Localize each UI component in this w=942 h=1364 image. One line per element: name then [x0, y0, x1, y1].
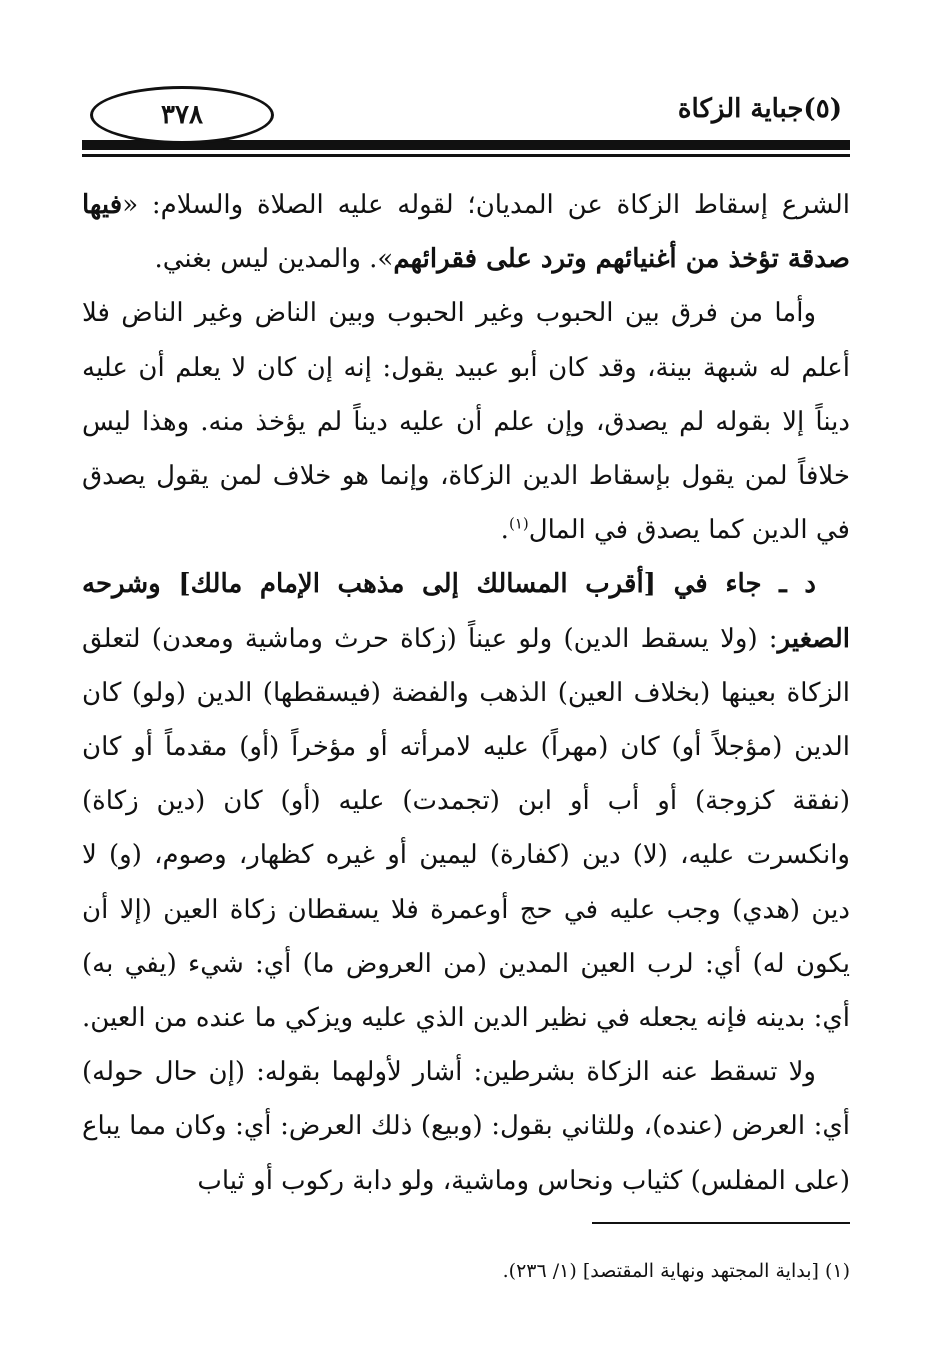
paragraph-2	[82, 286, 850, 557]
main-text	[82, 178, 850, 1208]
footnote-reference[interactable]: (١)	[508, 514, 529, 533]
paragraph-1	[82, 178, 850, 286]
footnote-separator	[592, 1222, 850, 1224]
paragraph-text: : (ولا يسقط الدين) ولو عيناً (زكاة حرث وماشية ومعدن) لتعلق الزكاة بعينها (بخلاف العين) الذهب والفضة (فيسقطها) الدين (ولو) كان الدين (مؤجلاً أو) كان (مهراً) عليه لامرأته أو مؤخراً (أو) مقدماً أو كان (نفقة كزوجة) أو أب أو ابن (تجمدت) عليه (أو) كان (دين زكاة) وانكسرت عليه، (لا) دين (كفارة) ليمين أو غيره كظهار، وصوم، (و) لا دين (هدي) وجب عليه في حج أوعمرة فلا يسقطان زكاة العين (إلا أن يكون له) أي: لرب العين المدين (من العروض ما) أي: شيء (يفي به) أي: بدينه فإنه يجعله في نظير الدين الذي عليه ويزكي ما عنده من العين.	[81, 623, 850, 1034]
paragraph-text: ولا تسقط عنه الزكاة بشرطين: أشار لأولهما بقوله: (إن حال حوله) أي: العرض (عنده)، وللثاني بقول: (وبيع) ذلك العرض: أي: وكان مما يباع (على المفلس) كثياب ونحاس وماشية، ولو دابة ركوب أو ثياب	[82, 1057, 850, 1196]
page-header	[82, 80, 850, 160]
running-title: (٥)جباية الزكاة	[677, 94, 842, 124]
paragraph-text: ». والمدين ليس بغني.	[154, 244, 394, 275]
paragraph-3	[82, 557, 850, 1045]
paragraph-text: وأما من فرق بين الحبوب وغير الحبوب وبين الناض وغير الناض فلا أعلم له شبهة بينة، وقد كان أبو عبيد يقول: إنه إن كان لا يعلم أن عليه ديناً إلا بقوله لم يصدق، وإن علم أن عليه ديناً لم يؤخذ منه. وهذا ليس خلافاً لمن يقول بإسقاط الدين الزكاة، وإنما هو خلاف لمن يقول يصدق في الدين كما يصدق في المال	[82, 298, 850, 546]
header-rule-thin	[82, 154, 850, 157]
paragraph-text: .	[500, 515, 509, 546]
paragraph-4	[82, 1045, 850, 1208]
section-heading: د ـ جاء في [أقرب المسالك إلى مذهب الإمام مالك] وشرحه الصغير	[82, 569, 850, 654]
page-number-oval	[90, 86, 274, 144]
page-number: ٣٧٨	[161, 100, 203, 130]
footnote: (١) [بداية المجتهد ونهاية المقتصد] (١/ ٢٣٦).	[502, 1260, 850, 1282]
paragraph-text: الشرع إسقاط الزكاة عن المديان؛ لقوله عليه الصلاة والسلام: «	[122, 190, 850, 220]
hadith-quote: فيها صدقة تؤخذ من أغنيائهم وترد على فقرائهم	[82, 190, 850, 275]
